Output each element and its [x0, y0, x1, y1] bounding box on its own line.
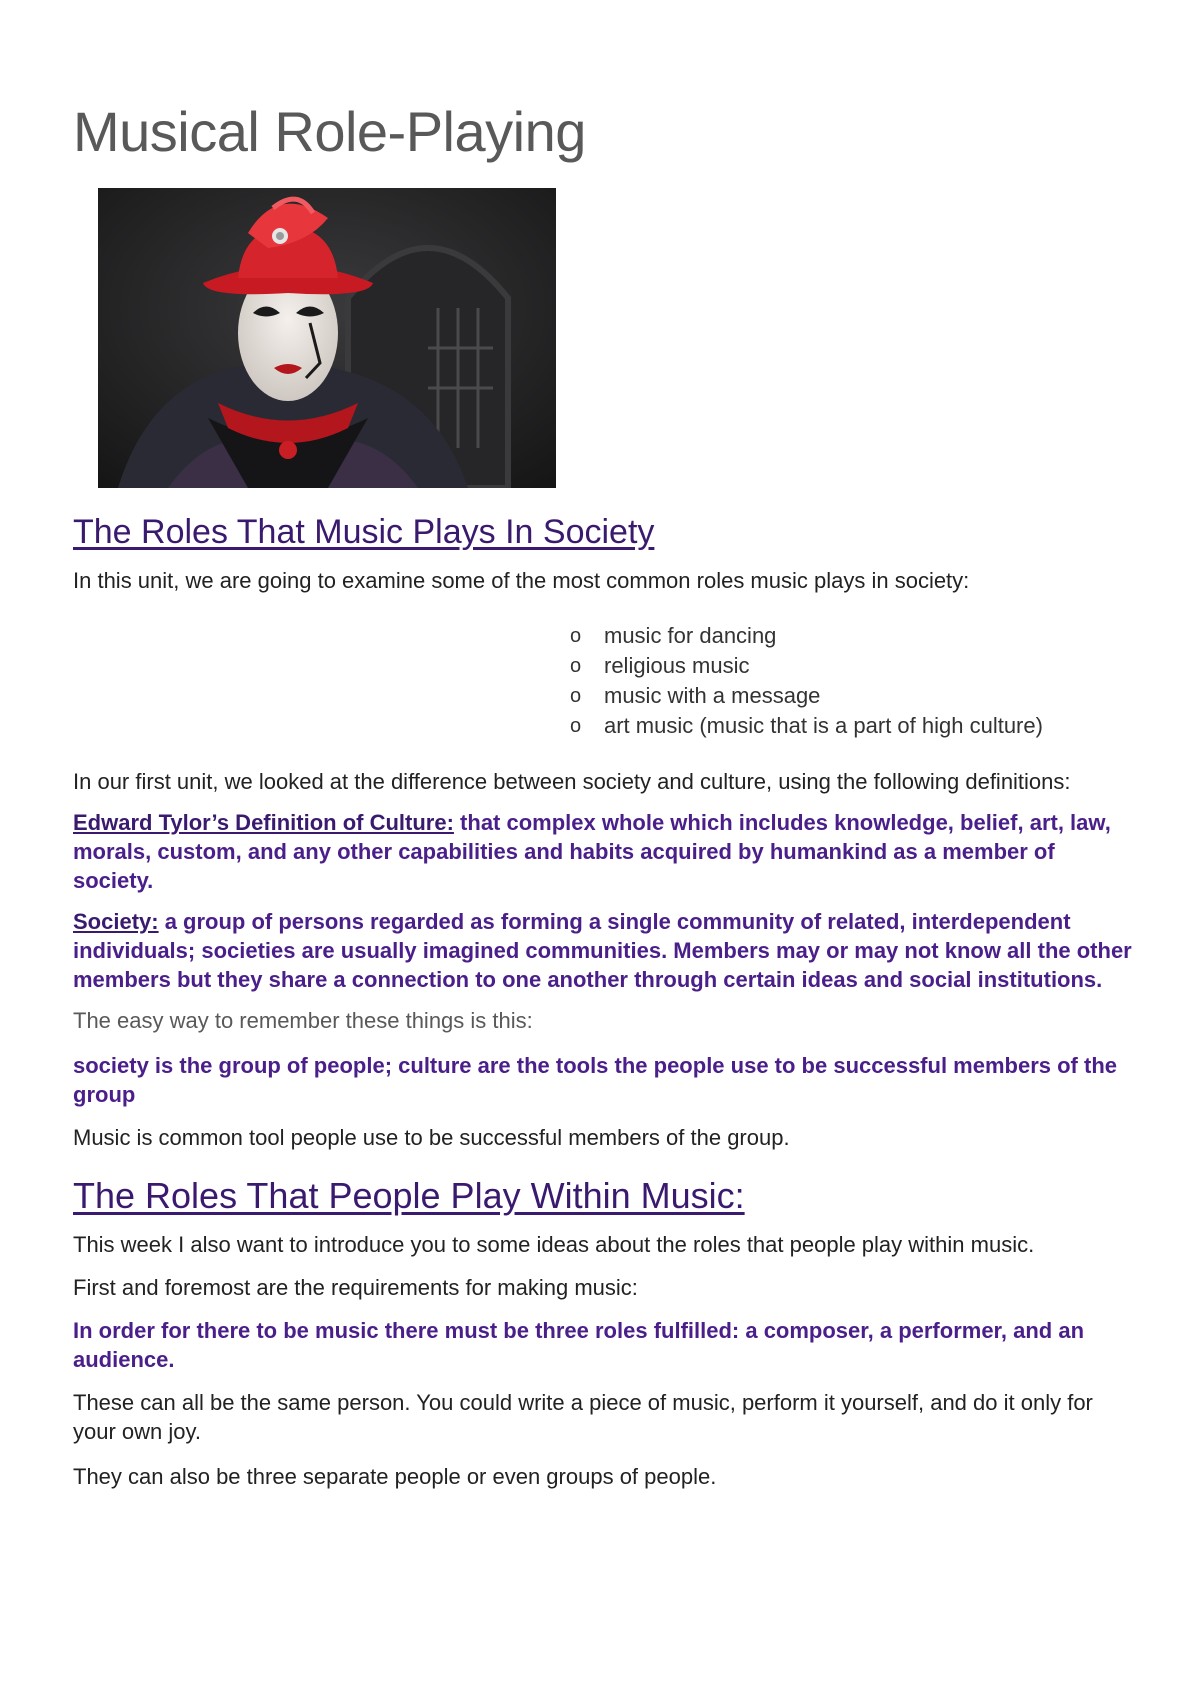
bullet-marker: o [570, 655, 582, 677]
society-definition: Society: a group of persons regarded as forming a single community of related, interdependent individuals; societies are usually imagined communities. Members may or may not know all the other members but they share a connection to one another through certain ideas and social institutions. [73, 909, 1132, 992]
separate-people-paragraph: They can also be three separate people or even groups of people. [73, 1464, 717, 1489]
list-item: o music with a message [570, 681, 1133, 711]
easy-way-paragraph: The easy way to remember these things is this: [73, 1008, 533, 1033]
three-roles-statement: In order for there to be music there must be three roles fulfilled: a composer, a performer, and an audience. [73, 1318, 1085, 1372]
carnival-mask-photo [98, 188, 556, 488]
list-item: o art music (music that is a part of high culture) [570, 711, 1133, 741]
document-title: Musical Role-Playing [73, 100, 586, 163]
requirements-paragraph: First and foremost are the requirements for making music: [73, 1275, 638, 1300]
bullet-marker: o [570, 625, 582, 647]
summary-statement: society is the group of people; culture are the tools the people use to be successful members of the group [73, 1053, 1117, 1107]
bullet-marker: o [570, 715, 582, 737]
music-tool-paragraph: Music is common tool people use to be successful members of the group. [73, 1125, 790, 1150]
bullet-marker: o [570, 685, 582, 707]
culture-definition: Edward Tylor’s Definition of Culture: that complex whole which includes knowledge, belief, art, law, morals, custom, and any other capabilities and habits acquired by humankind as a member of society. [73, 810, 1111, 893]
definitions-intro-paragraph: In our first unit, we looked at the difference between society and culture, using the following definitions: [73, 769, 1071, 794]
society-term-link[interactable]: Society: [73, 909, 159, 934]
culture-term-link[interactable]: Edward Tylor’s Definition of Culture: [73, 810, 454, 835]
document-content [73, 92, 1133, 1491]
section-heading-roles-in-music[interactable]: The Roles That People Play Within Music: [73, 1175, 745, 1216]
carnival-mask-illustration [98, 188, 556, 488]
list-item: o religious music [570, 651, 1133, 681]
music-roles-list [570, 621, 1133, 741]
list-item: o music for dancing [570, 621, 1133, 651]
same-person-paragraph: These can all be the same person. You could write a piece of music, perform it yourself, and do it only for your own joy. [73, 1390, 1093, 1444]
unit-intro-paragraph: In this unit, we are going to examine some of the most common roles music plays in society: [73, 568, 970, 593]
section-heading-roles-in-society[interactable]: The Roles That Music Plays In Society [73, 513, 655, 551]
week-intro-paragraph: This week I also want to introduce you to some ideas about the roles that people play within music. [73, 1232, 1035, 1257]
